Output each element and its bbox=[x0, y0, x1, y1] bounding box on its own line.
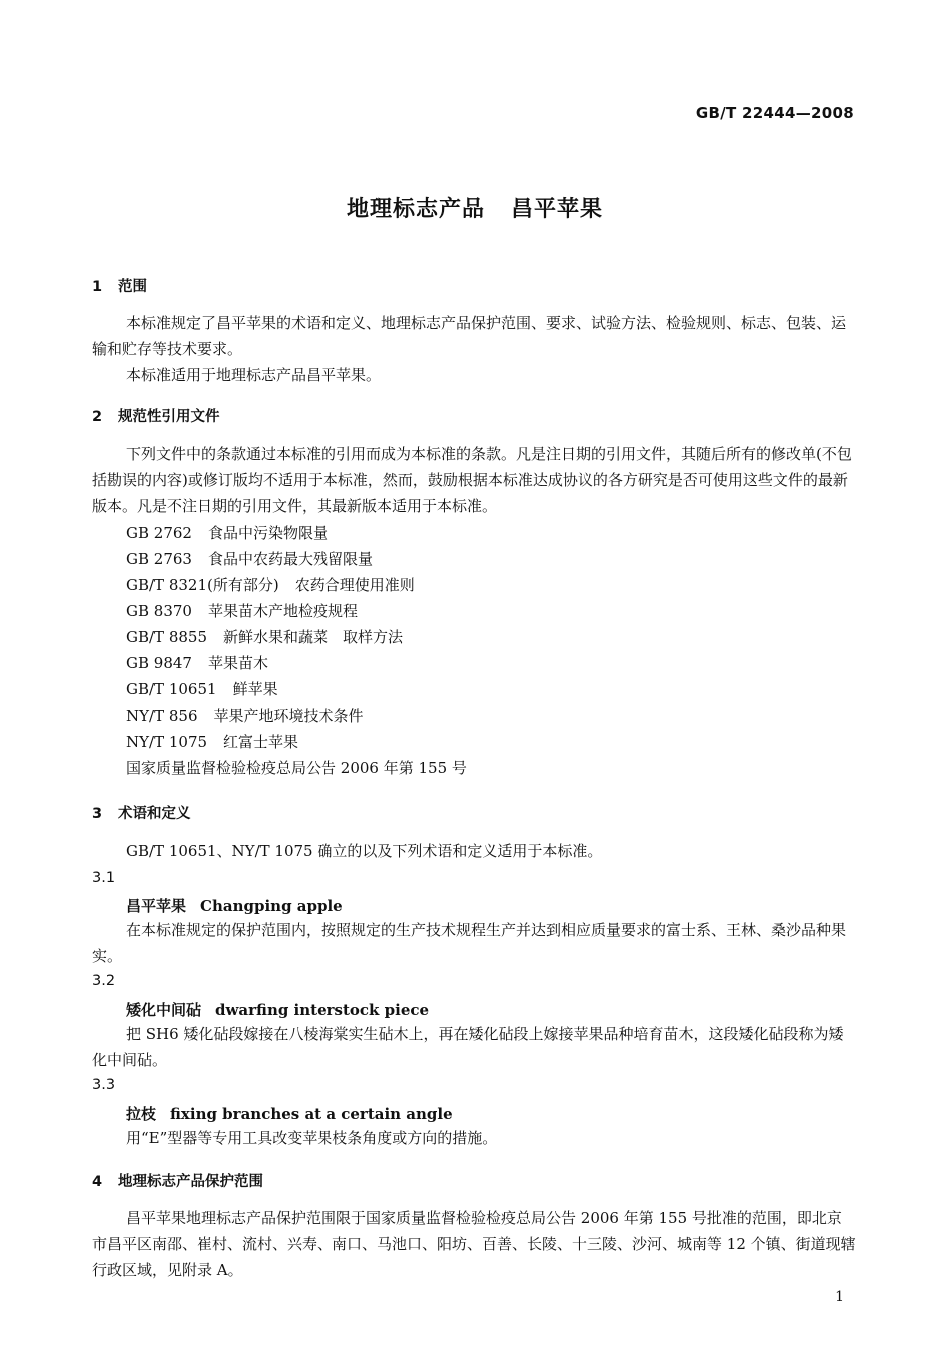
reference-name: 红富士苹果 bbox=[223, 733, 299, 751]
reference-item bbox=[126, 520, 328, 546]
term-en: Changping apple bbox=[200, 897, 343, 915]
section-1-para-1: 本标准规定了昌平苹果的术语和定义、地理标志产品保护范围、要求、试验方法、检验规则、标志、包装、运输和贮存等技术要求。 bbox=[92, 314, 847, 358]
term-title bbox=[126, 999, 429, 1020]
reference-code: GB 2763 bbox=[126, 550, 192, 568]
section-title: 术语和定义 bbox=[118, 806, 191, 822]
title-part-2: 昌平苹果 bbox=[511, 197, 604, 222]
reference-code: NY/T 1075 bbox=[126, 733, 208, 751]
section-1-para-2: 本标准适用于地理标志产品昌平苹果。 bbox=[126, 366, 382, 384]
reference-name: 苹果苗木产地检疫规程 bbox=[207, 602, 358, 620]
term-number: 3.2 bbox=[92, 973, 116, 989]
section-number: 3 bbox=[92, 806, 103, 822]
section-number: 1 bbox=[92, 279, 103, 295]
reference-name: 苹果产地环境技术条件 bbox=[213, 707, 364, 725]
standard-number: GB/T 22444—2008 bbox=[695, 104, 854, 122]
reference-code: GB/T 8855 bbox=[126, 628, 208, 646]
term-number: 3.1 bbox=[92, 870, 116, 886]
reference-code: NY/T 856 bbox=[126, 707, 198, 725]
term-cn: 拉枝 bbox=[126, 1105, 157, 1123]
reference-item bbox=[126, 546, 373, 572]
reference-name: 鲜苹果 bbox=[232, 680, 278, 698]
reference-code: GB 9847 bbox=[126, 654, 192, 672]
reference-item bbox=[126, 729, 298, 755]
term-title bbox=[126, 895, 343, 916]
section-number: 4 bbox=[92, 1174, 103, 1190]
reference-item bbox=[126, 598, 358, 624]
term-title bbox=[126, 1103, 453, 1124]
reference-item bbox=[126, 703, 364, 729]
term-number: 3.3 bbox=[92, 1077, 116, 1093]
section-title: 地理标志产品保护范围 bbox=[118, 1174, 263, 1190]
section-2-heading bbox=[92, 405, 220, 426]
page-number: 1 bbox=[835, 1289, 844, 1305]
section-4-para-1: 昌平苹果地理标志产品保护范围限于国家质量监督检验检疫总局公告 2006 年第 155 号批准的范围，即北京市昌平区南邵、崔村、流村、兴寿、南口、马池口、阳坊、百善、长陵、十三陵、沙河、城南等 12 个镇、街道现辖行政区域，见附录 A。 bbox=[92, 1209, 856, 1279]
term-en: fixing branches at a certain angle bbox=[170, 1105, 453, 1123]
reference-name: 农药合理使用准则 bbox=[294, 576, 415, 594]
term-definition: 把 SH6 矮化砧段嫁接在八棱海棠实生砧木上，再在矮化砧段上嫁接苹果品种培育苗木，这段矮化砧段称为矮化中间砧。 bbox=[92, 1025, 844, 1069]
section-4-heading bbox=[92, 1170, 263, 1191]
reference-item bbox=[126, 676, 278, 702]
title-part-1: 地理标志产品 bbox=[346, 197, 485, 222]
section-number: 2 bbox=[92, 409, 103, 425]
section-title: 范围 bbox=[118, 279, 147, 295]
reference-code: GB 8370 bbox=[126, 602, 192, 620]
term-cn: 矮化中间砧 bbox=[126, 1001, 202, 1019]
reference-name: 苹果苗木 bbox=[207, 654, 268, 672]
reference-code: GB/T 8321(所有部分) bbox=[126, 576, 279, 594]
reference-code: GB/T 10651 bbox=[126, 680, 217, 698]
reference-notice: 国家质量监督检验检疫总局公告 2006 年第 155 号 bbox=[126, 759, 467, 777]
section-1-heading bbox=[92, 275, 147, 296]
term-definition: 在本标准规定的保护范围内，按照规定的生产技术规程生产并达到相应质量要求的富士系、王林、桑沙品种果实。 bbox=[92, 921, 847, 965]
term-cn: 昌平苹果 bbox=[126, 897, 187, 915]
section-3-intro: GB/T 10651、NY/T 1075 确立的以及下列术语和定义适用于本标准。 bbox=[126, 842, 603, 860]
term-definition: 用“E”型器等专用工具改变苹果枝条角度或方向的措施。 bbox=[126, 1129, 498, 1147]
term-en: dwarfing interstock piece bbox=[215, 1001, 430, 1019]
reference-item bbox=[126, 650, 268, 676]
reference-name: 食品中污染物限量 bbox=[207, 524, 328, 542]
section-title: 规范性引用文件 bbox=[118, 409, 220, 425]
reference-item bbox=[126, 624, 403, 650]
reference-name: 食品中农药最大残留限量 bbox=[207, 550, 373, 568]
reference-code: GB 2762 bbox=[126, 524, 192, 542]
document-title bbox=[0, 192, 950, 223]
reference-item bbox=[126, 572, 415, 598]
reference-name: 新鲜水果和蔬菜 取样方法 bbox=[223, 628, 404, 646]
section-3-heading bbox=[92, 802, 191, 823]
section-2-para-1: 下列文件中的条款通过本标准的引用而成为本标准的条款。凡是注日期的引用文件，其随后所有的修改单(不包括勘误的内容)或修订版均不适用于本标准，然而，鼓励根据本标准达成协议的各方研究是否可使用这些文件的最新版本。凡是不注日期的引用文件，其最新版本适用于本标准。 bbox=[92, 445, 852, 515]
